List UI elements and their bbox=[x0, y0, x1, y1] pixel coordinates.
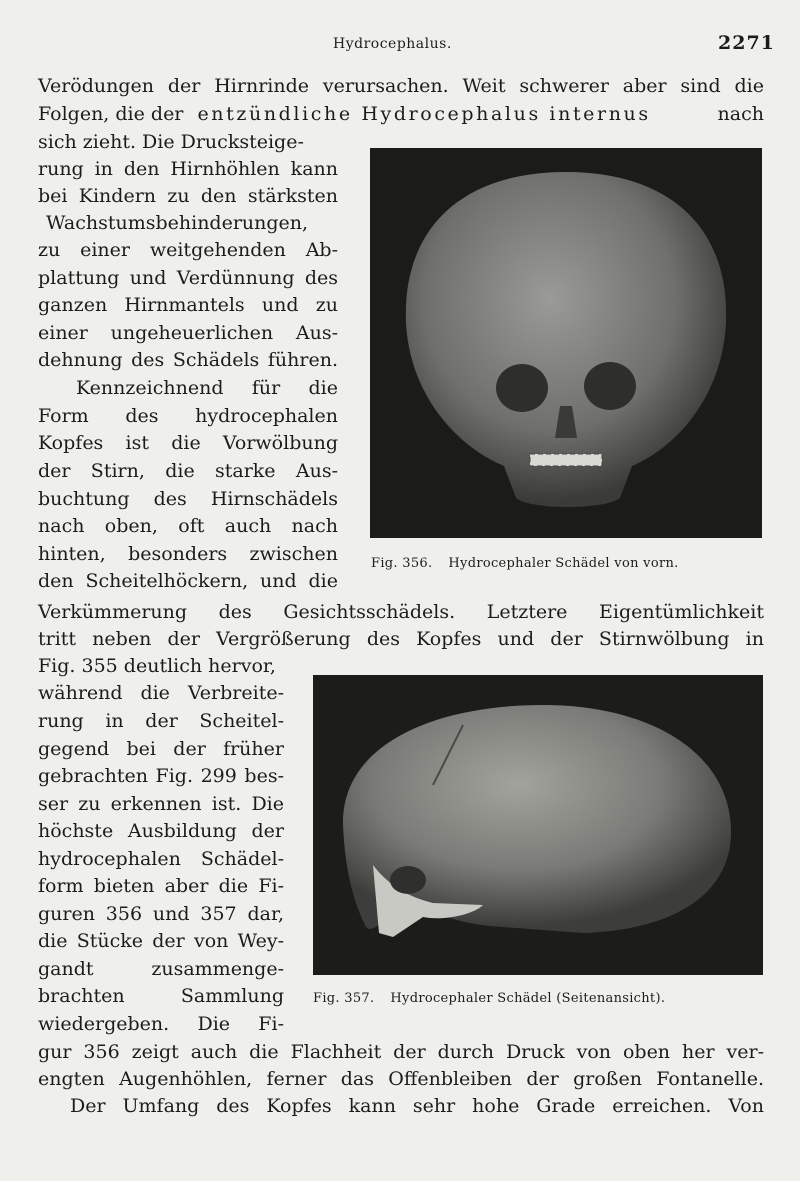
text-line: während die Verbreite- bbox=[38, 682, 284, 704]
text-line bbox=[38, 102, 764, 126]
text-line: Fig. 355 deutlich hervor, bbox=[38, 655, 276, 677]
text-line: tritt neben der Vergrößerung des Kopfes und der Stirnwölbung in bbox=[38, 628, 764, 650]
text-line: Verkümmerung des Gesichtsschädels. Letztere Eigentümlichkeit bbox=[38, 601, 764, 623]
text-line: ganzen Hirnmantels und zu bbox=[38, 294, 338, 316]
emphasized-term: entzündliche Hydrocephalus internus bbox=[197, 103, 651, 125]
text-line: guren 356 und 357 dar, bbox=[38, 903, 284, 925]
text-line: nach oben, oft auch nach bbox=[38, 515, 338, 537]
text-line: hinten, besonders zwischen bbox=[38, 543, 338, 565]
text-line: rung in der Scheitel- bbox=[38, 710, 284, 732]
text-line: gebrachten Fig. 299 bes- bbox=[38, 765, 284, 787]
text-segment: Folgen, die der bbox=[38, 103, 184, 125]
figure-356-image bbox=[370, 148, 762, 538]
text-line: Der Umfang des Kopfes kann sehr hohe Grade erreichen. Von bbox=[70, 1095, 764, 1117]
text-line: gegend bei der früher bbox=[38, 738, 284, 760]
text-line: hydrocephalen Schädel- bbox=[38, 848, 284, 870]
text-line: brachten Sammlung bbox=[38, 985, 284, 1007]
skull-side-illustration bbox=[313, 675, 763, 975]
figure-356-caption bbox=[371, 556, 679, 571]
text-line: höchste Ausbildung der bbox=[38, 820, 284, 842]
text-line: gandt zusammenge- bbox=[38, 958, 284, 980]
skull-front-illustration bbox=[370, 148, 762, 538]
text-line: Form des hydrocephalen bbox=[38, 405, 338, 427]
text-line: dehnung des Schädels führen. bbox=[38, 349, 338, 371]
text-line: der Stirn, die starke Aus- bbox=[38, 460, 338, 482]
text-line: sich zieht. Die Drucksteige- bbox=[38, 131, 304, 153]
figure-357-caption bbox=[313, 991, 665, 1006]
text-segment: nach bbox=[717, 103, 764, 125]
text-line: zu einer weitgehenden Ab- bbox=[38, 239, 338, 261]
text-line: gur 356 zeigt auch die Flachheit der durch Druck von oben her ver- bbox=[38, 1041, 764, 1063]
text-line: ser zu erkennen ist. Die bbox=[38, 793, 284, 815]
text-line: bei Kindern zu den stärksten bbox=[38, 185, 338, 207]
text-line: form bieten aber die Fi- bbox=[38, 875, 284, 897]
text-line: die Stücke der von Wey- bbox=[38, 930, 284, 952]
text-line: Kennzeichnend für die bbox=[76, 377, 338, 399]
figure-number: Fig. 357. bbox=[313, 991, 375, 1006]
text-line: rung in den Hirnhöhlen kann bbox=[38, 158, 338, 180]
text-line: wiedergeben. Die Fi- bbox=[38, 1013, 284, 1035]
caption-text: Hydrocephaler Schädel (Seitenansicht). bbox=[390, 991, 666, 1006]
text-line: Verödungen der Hirnrinde verursachen. Weit schwerer aber sind die bbox=[38, 75, 764, 97]
figure-number: Fig. 356. bbox=[371, 556, 433, 571]
text-line: Wachstumsbehinderungen, bbox=[46, 212, 309, 234]
text-line: den Scheitelhöckern, und die bbox=[38, 570, 338, 592]
text-line: engten Augenhöhlen, ferner das Offenbleiben der großen Fontanelle. bbox=[38, 1068, 764, 1090]
text-line: einer ungeheuerlichen Aus- bbox=[38, 322, 338, 344]
running-head-title: Hydrocephalus. bbox=[333, 36, 452, 52]
text-line: plattung und Verdünnung des bbox=[38, 267, 338, 289]
text-line: buchtung des Hirnschädels bbox=[38, 488, 338, 510]
text-line: Kopfes ist die Vorwölbung bbox=[38, 432, 338, 454]
figure-357-image bbox=[313, 675, 763, 975]
caption-text: Hydrocephaler Schädel von vorn. bbox=[448, 556, 679, 571]
page-number: 2271 bbox=[718, 32, 775, 54]
